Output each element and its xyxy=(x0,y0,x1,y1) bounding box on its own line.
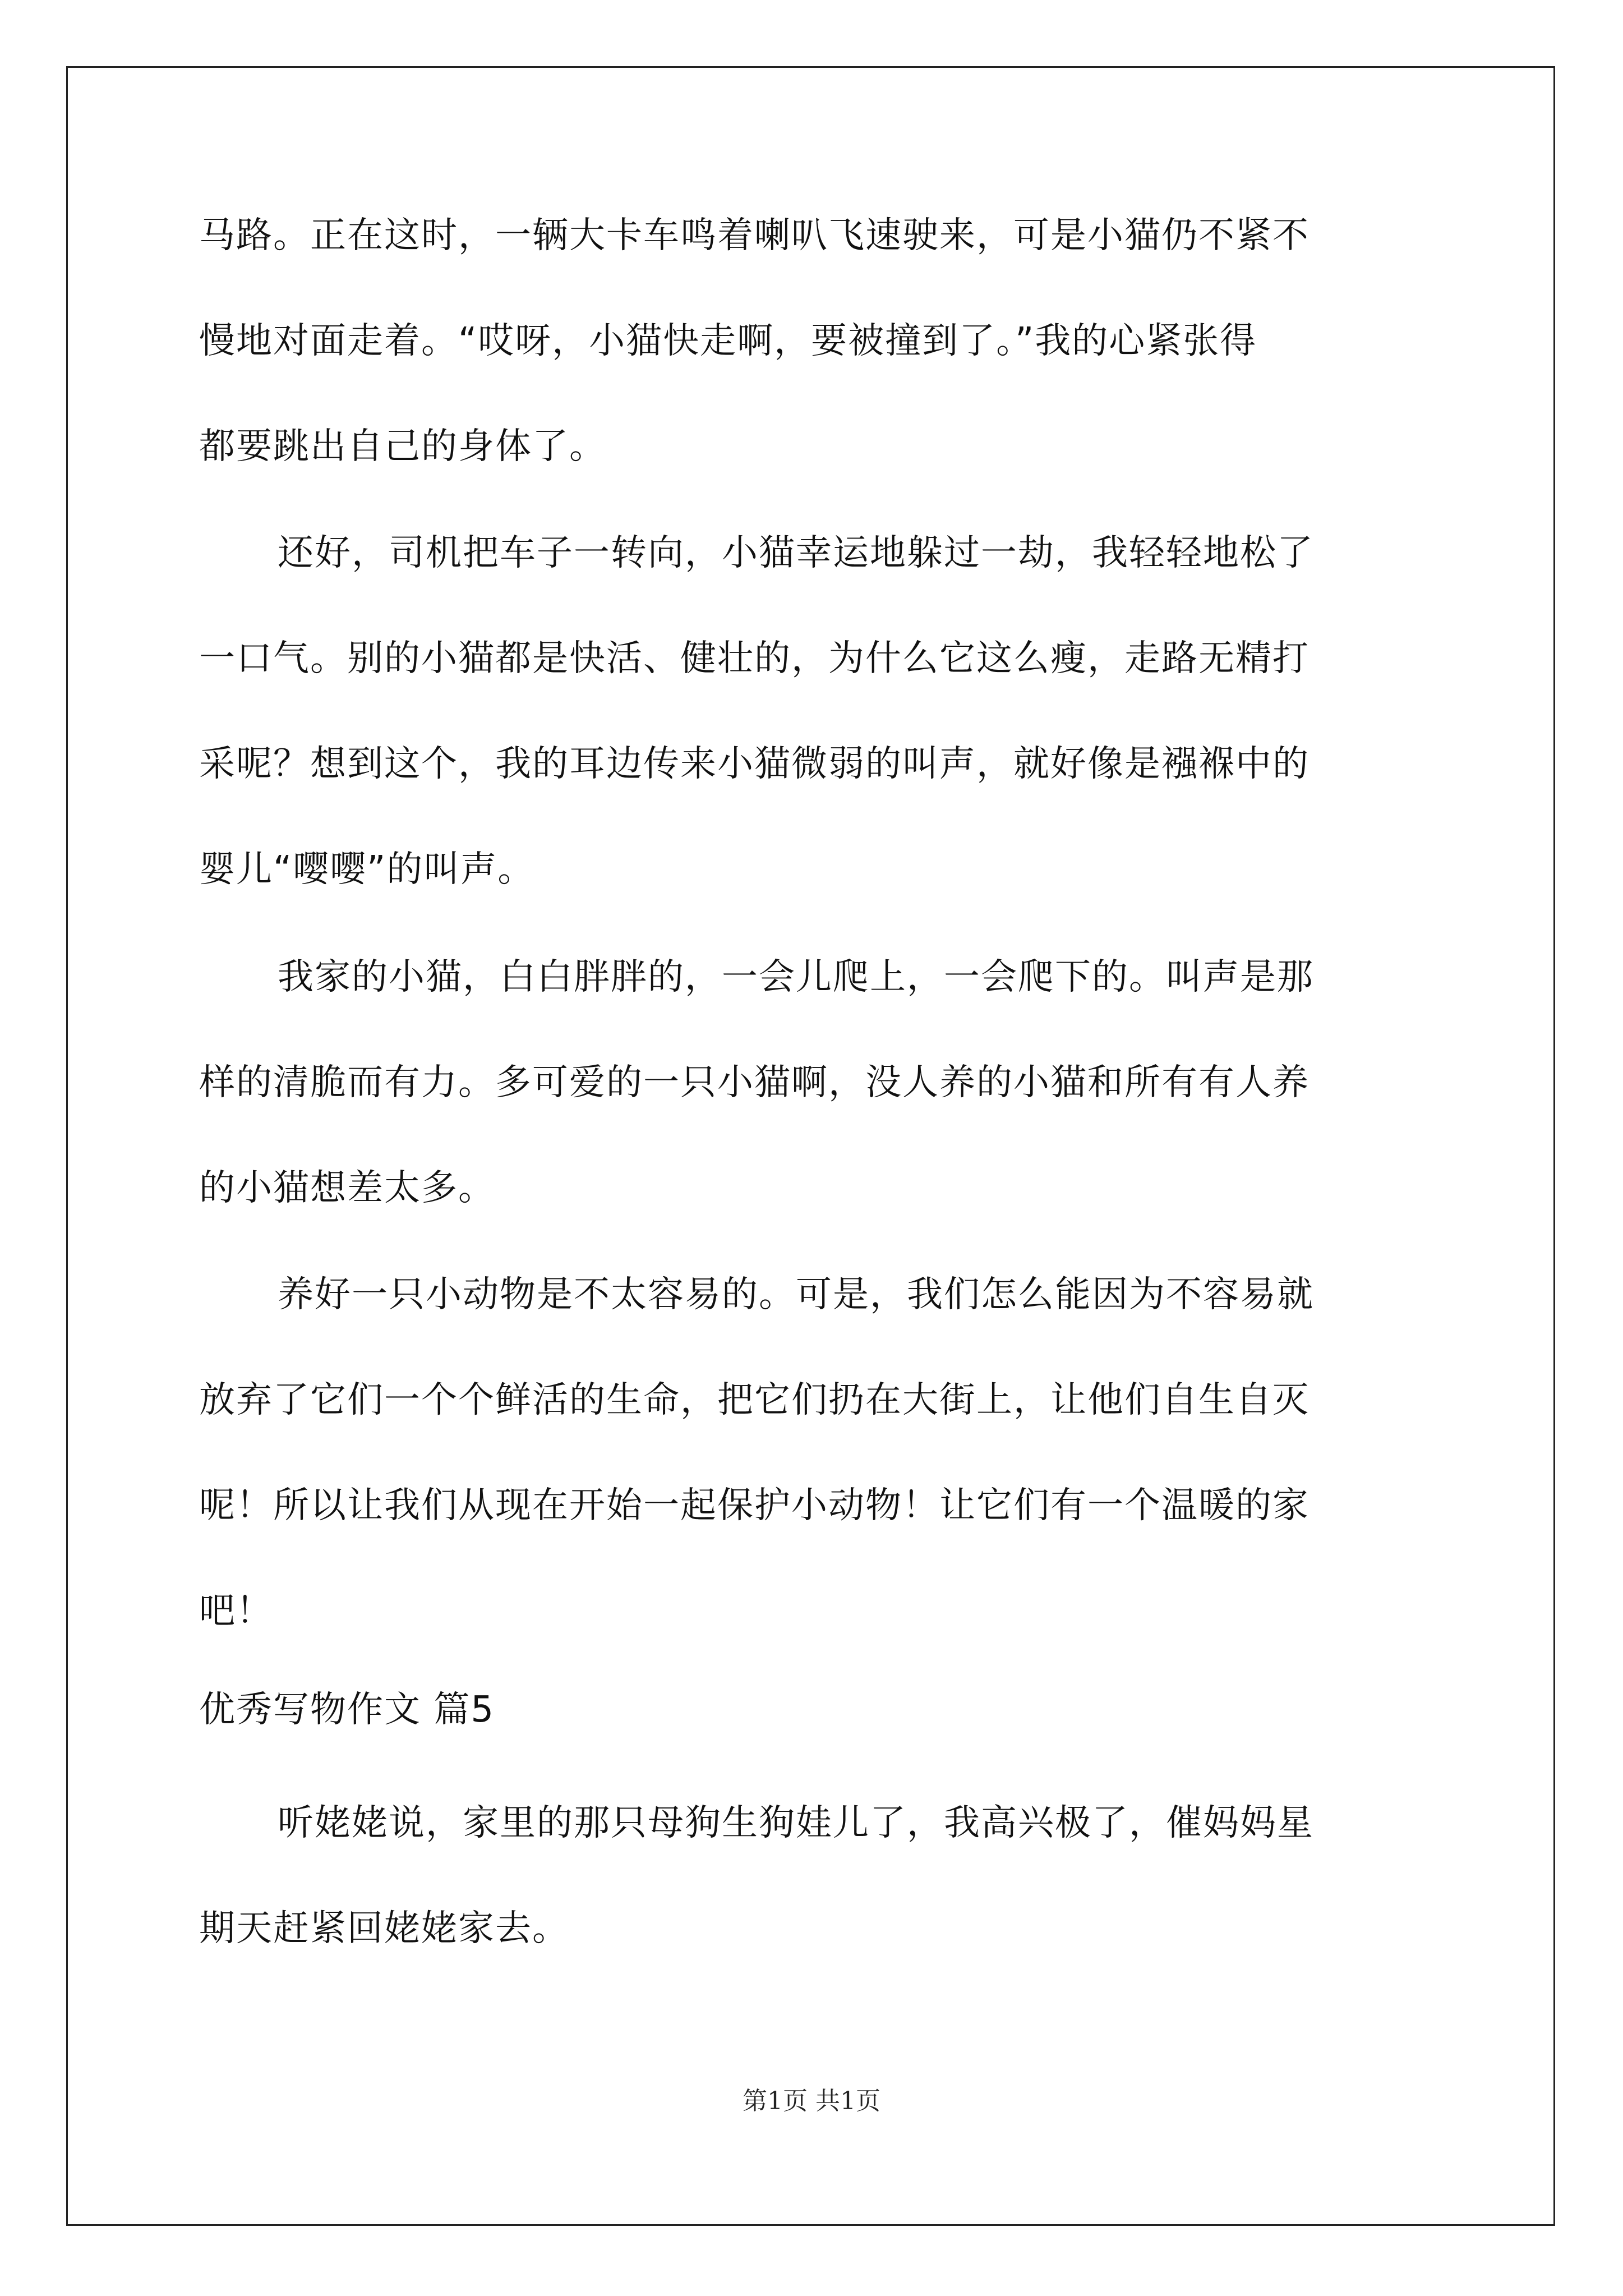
text-line: 婴儿“嘤嘤”的叫声。 xyxy=(199,849,535,890)
text-line: 呢！所以让我们从现在开始一起保护小动物！让它们有一个温暖的家 xyxy=(199,1485,1310,1526)
paragraph-first-line: 听姥姥说，家里的那只母狗生狗娃儿了，我高兴极了，催妈妈星 xyxy=(278,1802,1314,1844)
text-line: 都要跳出自己的身体了。 xyxy=(199,426,606,467)
text-line: 马路。正在这时，一辆大卡车鸣着喇叭飞速驶来，可是小猫仍不紧不 xyxy=(199,215,1310,256)
text-line: 慢地对面走着。“哎呀，小猫快走啊，要被撞到了。”我的心紧张得 xyxy=(199,320,1257,362)
text-line: 吧！ xyxy=(199,1590,273,1632)
text-line: 期天赶紧回姥姥家去。 xyxy=(199,1908,569,1949)
text-line: 采呢？想到这个，我的耳边传来小猫微弱的叫声，就好像是襁褓中的 xyxy=(199,743,1310,785)
text-line: 的小猫想差太多。 xyxy=(199,1167,495,1209)
section-heading: 优秀写物作文 篇5 xyxy=(199,1689,495,1731)
text-line: 一口气。别的小猫都是快活、健壮的，为什么它这么瘦，走路无精打 xyxy=(199,638,1310,679)
paragraph-first-line: 还好，司机把车子一转向，小猫幸运地躲过一劫，我轻轻地松了 xyxy=(278,532,1314,574)
paragraph-first-line: 我家的小猫，白白胖胖的，一会儿爬上，一会爬下的。叫声是那 xyxy=(278,956,1314,998)
text-line: 放弃了它们一个个鲜活的生命，把它们扔在大街上，让他们自生自灭 xyxy=(199,1379,1310,1421)
paragraph-first-line: 养好一只小动物是不太容易的。可是，我们怎么能因为不容易就 xyxy=(278,1274,1314,1315)
text-line: 样的清脆而有力。多可爱的一只小猫啊，没人养的小猫和所有有人养 xyxy=(199,1062,1310,1103)
page-footer: 第1页 共1页 xyxy=(743,2087,880,2115)
